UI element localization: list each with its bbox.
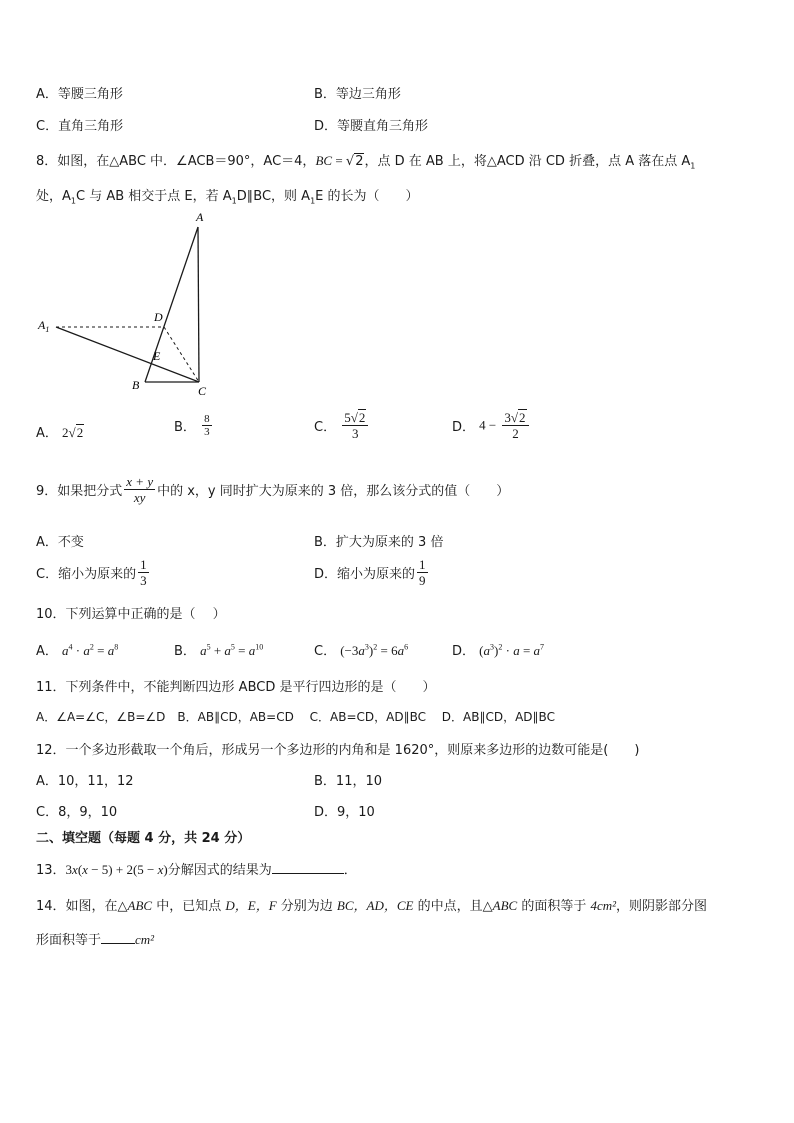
label-c: C xyxy=(198,384,207,398)
sqrt-2: √2 xyxy=(345,154,364,169)
q8-option-d: D． 4 − $\frac{3√2}{2}$ xyxy=(452,410,531,441)
q12-option-c: C．8，9，10 xyxy=(36,805,118,820)
label-d: D xyxy=(154,310,163,324)
q10-stem: 10．下列运算中正确的是（ ） xyxy=(36,607,226,622)
q8-option-b: B． $\frac{8}{3}$ xyxy=(174,413,210,438)
q12-stem: 12．一个多边形截取一个角后，形成另一个多边形的内角和是 1620°，则原来多边形的边数可能是( ) xyxy=(36,743,640,758)
segment-dc xyxy=(164,327,199,382)
q8-option-c: C． $\frac{5√2}{3}$ xyxy=(314,410,370,441)
answer-blank[interactable] xyxy=(101,931,135,944)
q9-option-b: B．扩大为原来的 3 倍 xyxy=(314,535,444,550)
q8-triangle-figure xyxy=(30,205,230,400)
q12-option-a: A．10，11，12 xyxy=(36,774,134,789)
q11-options: A．∠A=∠C，∠B=∠D B．AB∥CD，AB=CD C．AB=CD，AD∥BC D．AB∥CD，AD∥BC xyxy=(36,710,555,724)
answer-blank[interactable] xyxy=(272,861,344,874)
q13-stem: 13．3x(x − 5) + 2(5 − x)分解因式的结果为 ． xyxy=(36,862,357,878)
q9-option-c: C．缩小为原来的 $\frac{1}{3}$ xyxy=(36,557,147,588)
label-e: E xyxy=(153,349,161,363)
q9-option-d: D．缩小为原来的 $\frac{1}{9}$ xyxy=(314,557,426,588)
q8-stem-line1: 8．如图，在△ABC 中．∠ACB＝90°，AC＝4，BC = √2，点 D 在 AB 上，将△ACD 沿 CD 折叠，点 A 落在点 $A_1$ xyxy=(36,153,696,171)
q8-stem-line2: 处，$A_1C$ 与 AB 相交于点 E，若 $A_1D\parallel BC$，则 $A_1E$ 的长为（ ） xyxy=(36,189,419,206)
q7-option-c: C．直角三角形 xyxy=(36,119,124,134)
q10-option-b: B． $a^5 + a^5 = a^{10}$ xyxy=(174,642,264,659)
q8-option-a: A． 2√2 xyxy=(36,425,84,441)
q7-option-d: D．等腰直角三角形 xyxy=(314,119,429,134)
q9-fraction: $\frac{x + y}{xy}$ xyxy=(126,474,154,505)
q10-option-a: A． $a^4 \cdot a^2 = a^8$ xyxy=(36,642,119,659)
section-title: 二、填空题（每题 4 分，共 24 分） xyxy=(36,831,251,846)
q11-stem: 11．下列条件中，不能判断四边形 ABCD 是平行四边形的是（ ） xyxy=(36,680,436,695)
q7-option-b: B．等边三角形 xyxy=(314,87,401,102)
q12-option-b: B．11，10 xyxy=(314,774,383,789)
segment-a1c xyxy=(56,327,199,382)
q14-stem-line1: 14．如图，在△ABC 中，已知点 D，E，F 分别为边 BC，AD，CE 的中点，且△ABC 的面积等于 4cm²，则阴影部分图 xyxy=(36,898,708,914)
q12-option-d: D．9，10 xyxy=(314,805,375,820)
q7-option-a: A．等腰三角形 xyxy=(36,87,123,102)
q10-option-d: D． $(a^3)^2 \cdot a = a^7$ xyxy=(452,642,545,659)
label-b: B xyxy=(132,378,140,392)
q10-option-c: C． $(-3a^3)^2 = 6a^6$ xyxy=(314,642,409,659)
q9-option-a: A．不变 xyxy=(36,535,84,550)
side-ac xyxy=(198,227,199,382)
label-a1: $A_1$ xyxy=(38,318,50,334)
q9-stem: 9．如果把分式 $\frac{x + y}{xy}$ 中的 x，y 同时扩大为原来的 3 倍，那么该分式的值（ ） xyxy=(36,474,510,505)
q14-stem-line2: 形面积等于 cm² xyxy=(36,932,155,948)
label-a: A xyxy=(196,210,204,224)
